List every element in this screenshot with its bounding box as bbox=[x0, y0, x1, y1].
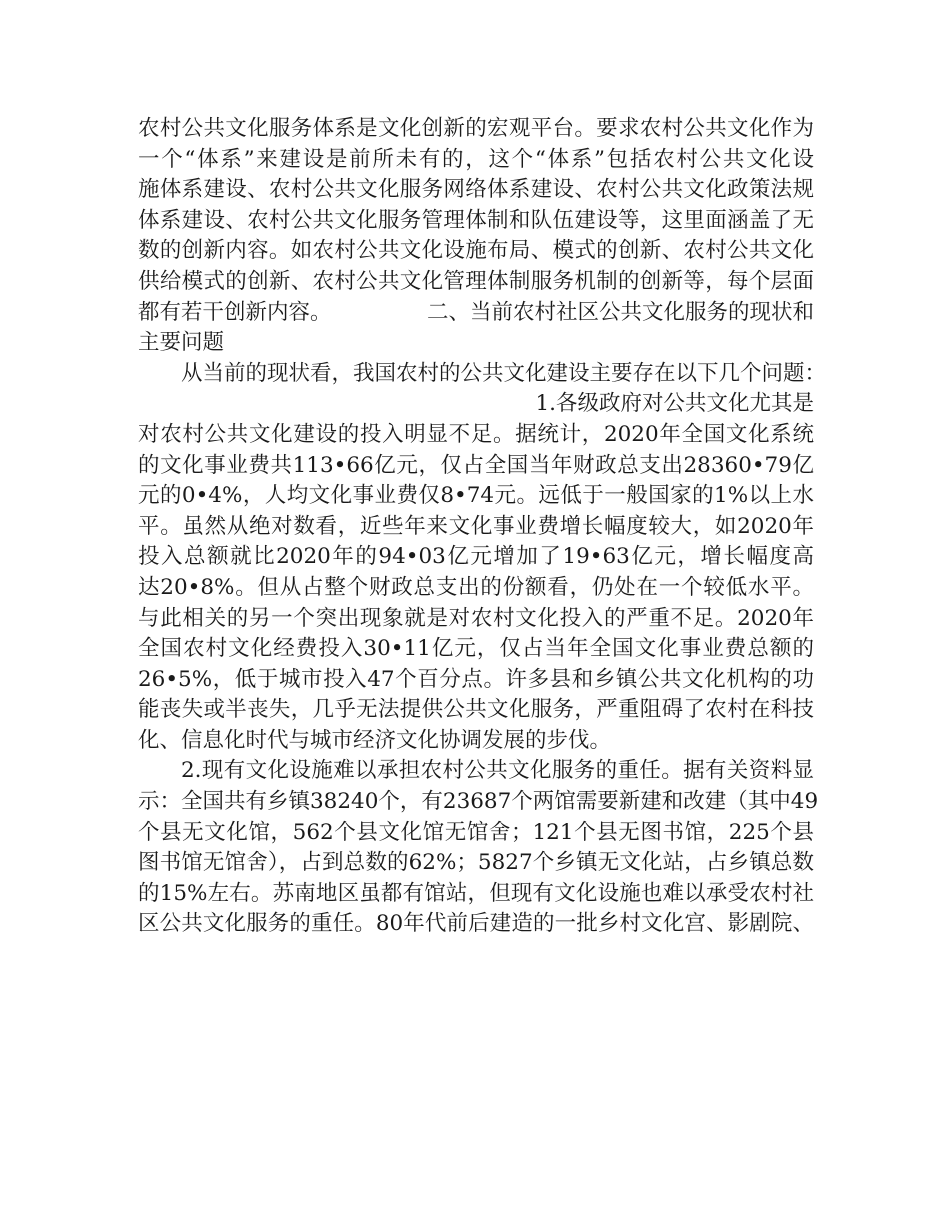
text-line: 施体系建设、农村公共文化服务网络体系建设、农村公共文化政策法规 bbox=[138, 177, 814, 203]
text-line: 个县无文化馆，562个县文化馆无馆舍；121个县无图书馆，225个县 bbox=[138, 819, 814, 845]
text-line: 全国农村文化经费投入30•11亿元，仅占当年全国文化事业费总额的 bbox=[138, 636, 814, 662]
text-line: 化、信息化时代与城市经济文化协调发展的步伐。 bbox=[138, 727, 612, 753]
text-line: 达20•8%。但从占整个财政总支出的份额看，仍处在一个较低水平。 bbox=[138, 574, 814, 600]
text-line: 26•5%，低于城市投入47个百分点。许多县和乡镇公共文化机构的功 bbox=[138, 666, 814, 692]
text-line: 平。虽然从绝对数看，近些年来文化事业费增长幅度较大，如2020年 bbox=[138, 513, 814, 539]
text-line: 的15%左右。苏南地区虽都有馆站，但现有文化设施也难以承受农村社 bbox=[138, 880, 814, 906]
text-line: 农村公共文化服务体系是文化创新的宏观平台。要求农村公共文化作为 bbox=[138, 116, 814, 141]
text-line: 区公共文化服务的重任。80年代前后建造的一批乡村文化宫、影剧院、 bbox=[138, 911, 814, 937]
paragraph-end: 都有若干创新内容。 bbox=[138, 299, 332, 325]
text-line: 示：全国共有乡镇38240个，有23687个两馆需要新建和改建（其中49 bbox=[138, 789, 819, 815]
text-line: 供给模式的创新、农村公共文化管理体制服务机制的创新等，每个层面 bbox=[138, 268, 814, 294]
section-heading: 二、当前农村社区公共文化服务的现状和 bbox=[426, 299, 814, 325]
text-line-with-heading bbox=[138, 298, 814, 329]
body-text bbox=[138, 114, 827, 940]
subheading-line: 1.各级政府对公共文化尤其是 bbox=[535, 391, 814, 417]
text-line: 图书馆无馆舍），占到总数的62%；5827个乡镇无文化站，占乡镇总数 bbox=[138, 850, 814, 876]
text-line: 2.现有文化设施难以承担农村公共文化服务的重任。据有关资料显 bbox=[181, 758, 814, 784]
text-line: 元的0•4%，人均文化事业费仅8•74元。远低于一般国家的1%以上水 bbox=[138, 483, 814, 509]
text-line: 能丧失或半丧失，几乎无法提供公共文化服务，严重阻碍了农村在科技 bbox=[138, 697, 814, 723]
text-line: 一个“体系”来建设是前所未有的，这个“体系”包括农村公共文化设 bbox=[138, 146, 814, 172]
text-line: 对农村公共文化建设的投入明显不足。据统计，2020年全国文化系统 bbox=[138, 421, 814, 447]
text-line: 投入总额就比2020年的94•03亿元增加了19•63亿元，增长幅度高 bbox=[138, 544, 814, 570]
section-heading-continued: 主要问题 bbox=[138, 330, 225, 356]
text-line: 与此相关的另一个突出现象就是对农村文化投入的严重不足。2020年 bbox=[138, 605, 814, 631]
text-line: 数的创新内容。如农村公共文化设施布局、模式的创新、农村公共文化 bbox=[138, 238, 814, 264]
text-line: 体系建设、农村公共文化服务管理体制和队伍建设等，这里面涵盖了无 bbox=[138, 207, 814, 233]
text-line: 的文化事业费共113•66亿元，仅占全国当年财政总支出28360•79亿 bbox=[138, 452, 814, 478]
text-line: 从当前的现状看，我国农村的公共文化建设主要存在以下几个问题： bbox=[181, 360, 827, 386]
